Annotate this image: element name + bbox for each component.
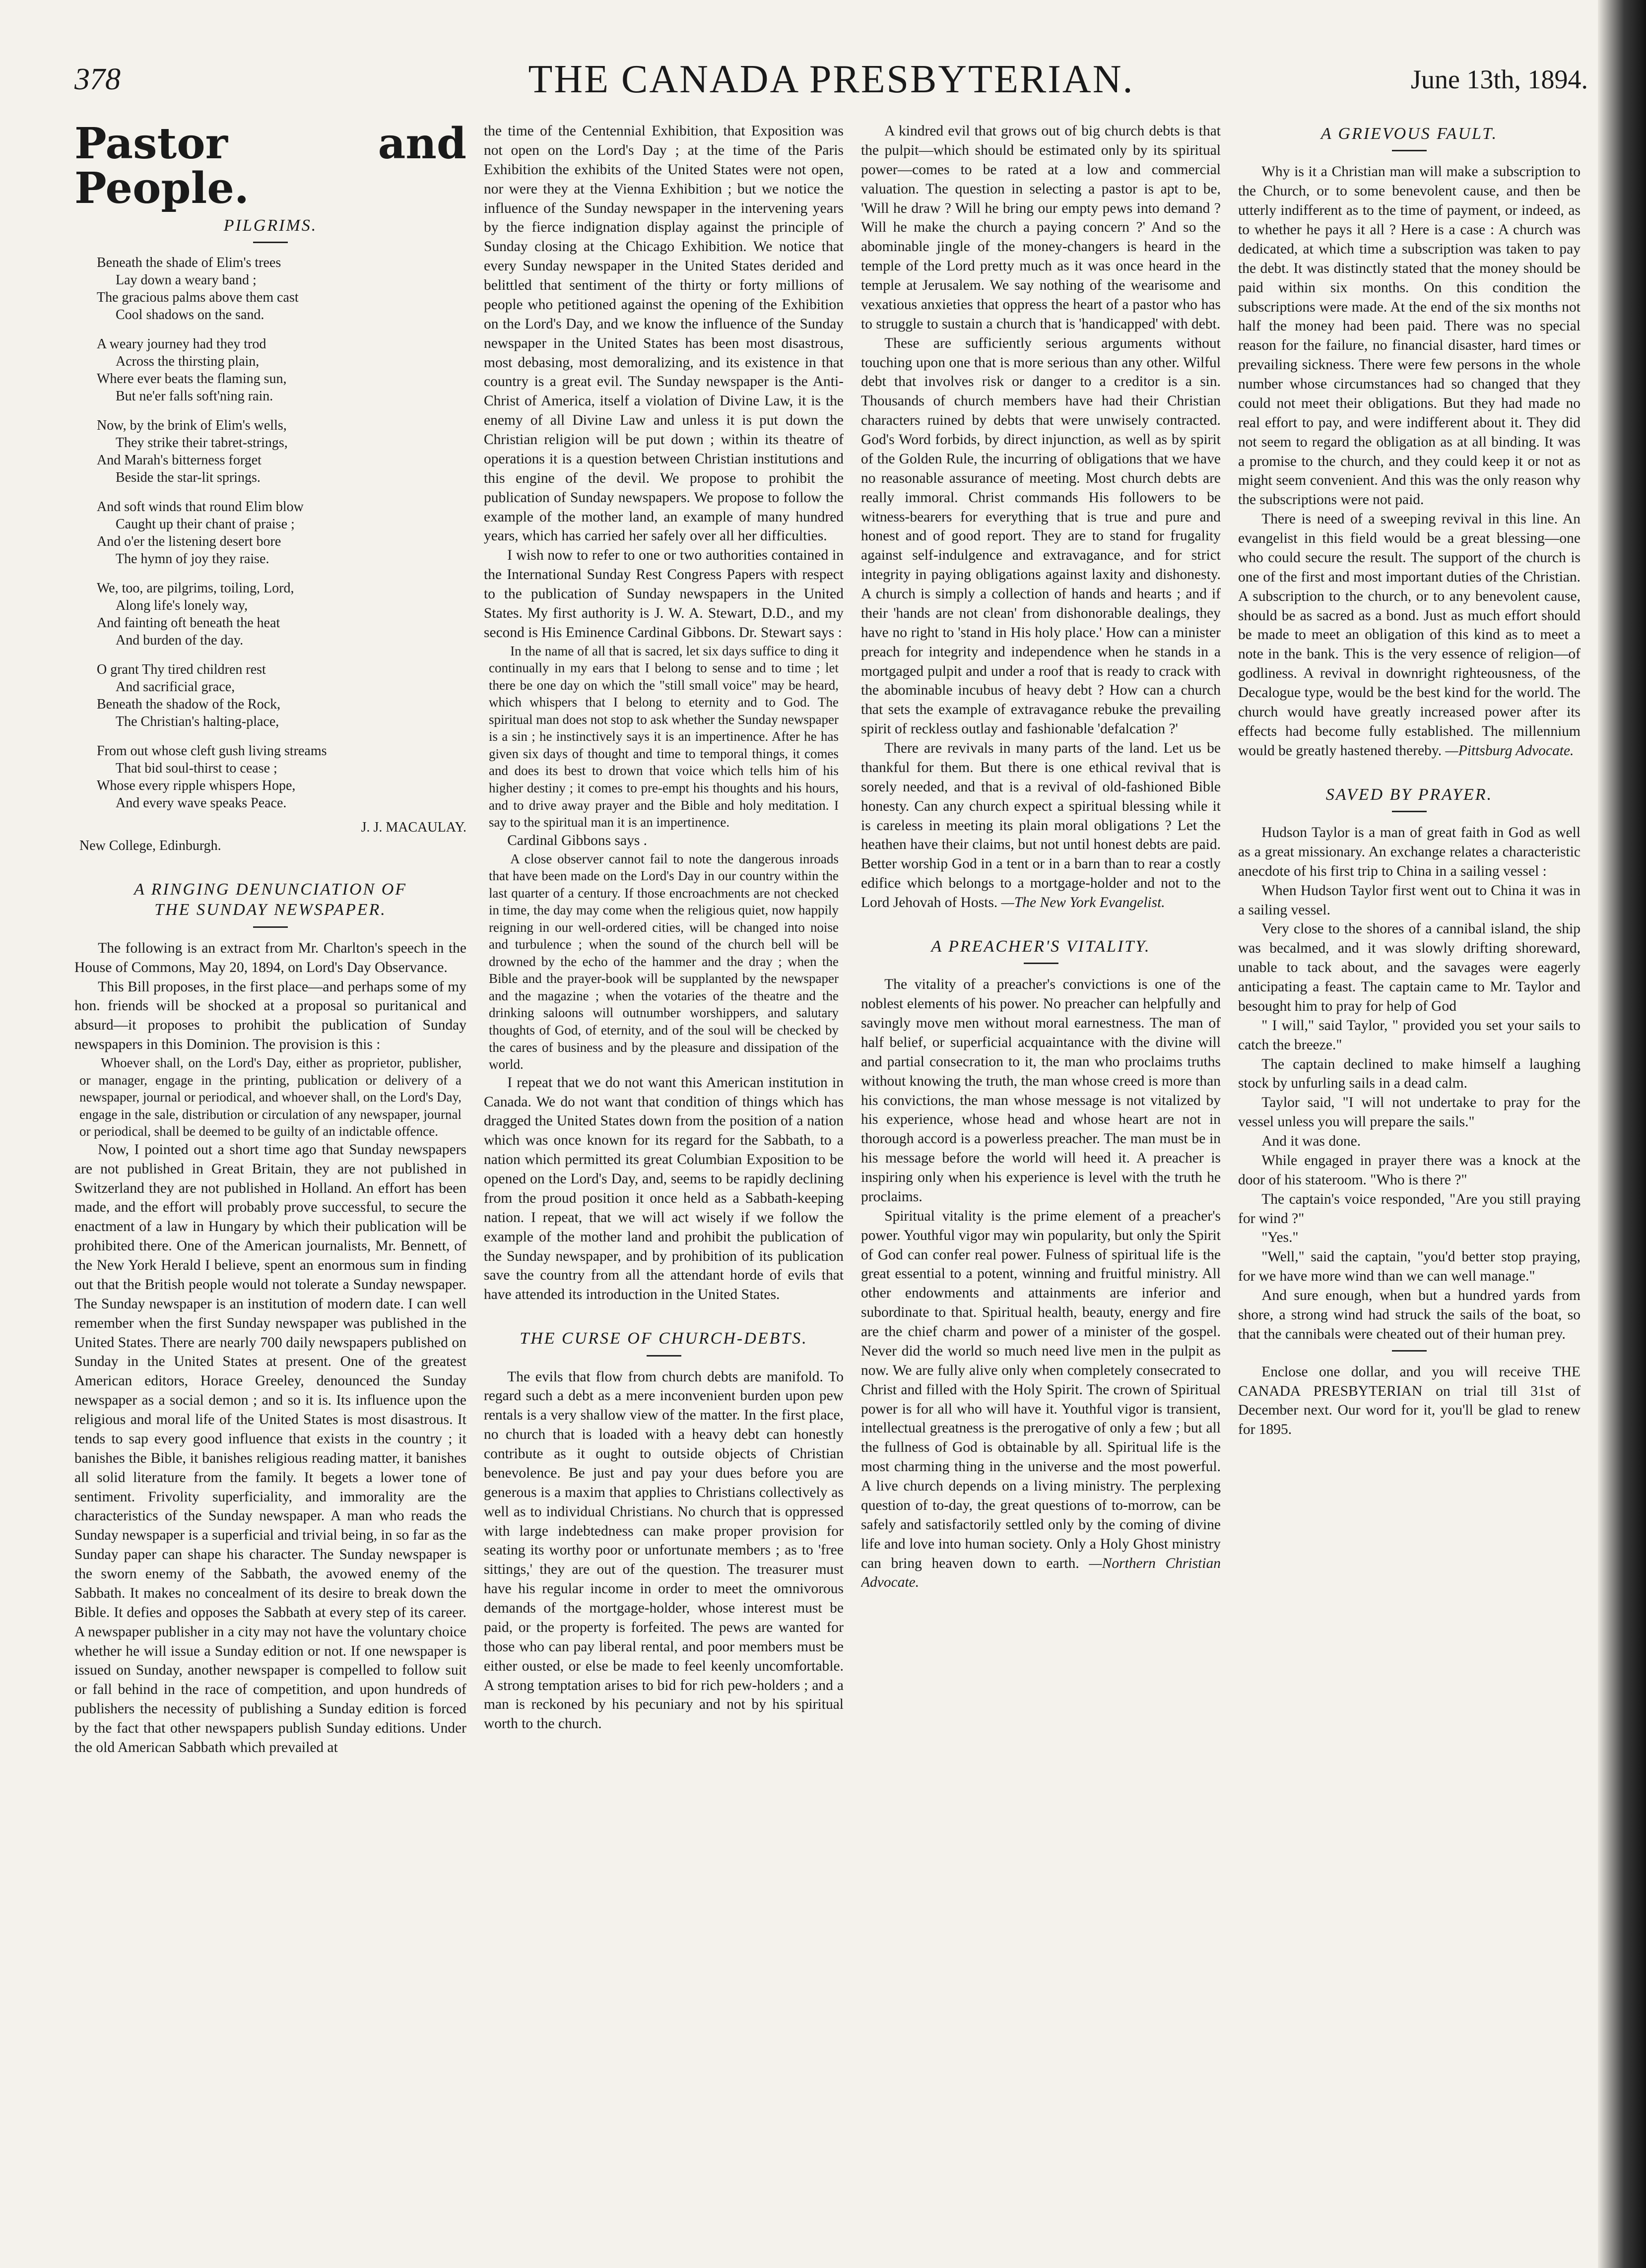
poem-stanza bbox=[97, 742, 466, 812]
article-paragraph: The evils that flow from church debts are manifold. To regard such a debt as a mere inconvenient burden upon pew rentals is a very shallow view of the matter. In the first place, no church that is loaded with a heavy debt can honestly contribute as it ought to outside objects of Christian benevolence. Be just and pay your dues before you are generous is a maxim that applies to Christians collectively as well as to individual Christians. No church that is oppressed with large indebtedness can make proper provision for seating its worthy poor or unfortunate members ; as to 'free sittings,' they are out of the question. The treasurer must have his regular income in order to meet the omnivorous demands of the mortgage-holder, whose interest must be paid, or the property is forfeited. The pews are wanted for those who can pay liberal rental, and poor members must be either ousted, or else be made to feel keenly uncomfortable. A strong temptation arises to bid for rich pew-holders ; and a man is reckoned by his pecuniary and not by his spiritual worth to the church. bbox=[484, 1368, 844, 1732]
article-paragraph: "Well," said the captain, "you'd better stop praying, for we have more wind than we can well manage." bbox=[1238, 1249, 1580, 1285]
poem-line: We, too, are pilgrims, toiling, Lord, bbox=[97, 581, 294, 596]
article-attribution: —Northern Christian Advocate. bbox=[861, 1555, 1221, 1591]
page-number: 378 bbox=[74, 63, 121, 96]
article-paragraph bbox=[861, 1207, 1221, 1593]
title-rule bbox=[1392, 150, 1427, 151]
poem-stanza bbox=[97, 661, 466, 730]
poem-line: Across the thirsting plain, bbox=[116, 354, 260, 370]
title-rule bbox=[253, 926, 288, 928]
poem-line: And fainting oft beneath the heat bbox=[97, 615, 280, 631]
article-paragraph: Very close to the shores of a cannibal island, the ship was becalmed, and it was slowly drifting shoreward, unable to tack about, and the savages were eagerly anticipating a feast. The captain came to Mr. Taylor and besought him to pray for help of God bbox=[1238, 921, 1580, 1014]
title-rule bbox=[1392, 811, 1427, 812]
article-title: A GRIEVOUS FAULT. bbox=[1320, 125, 1498, 143]
article-paragraph bbox=[1238, 510, 1580, 760]
article-title bbox=[74, 879, 466, 920]
poem-stanza bbox=[97, 417, 466, 486]
article-paragraph: Why is it a Christian man will make a subscription to the Church, or to some benevolent cause, and then be utterly indifferent as to the time of payment, or indeed, as to whether he pays it all ? Here is a case : A church was dedicated, at which time a subscription was taken to pay the debt. It was distinctly stated that the money should be paid within six months. On this condition the subscriptions were made. At the end of the six months not half the money had been paid. There was no special reason for the failure, no financial disaster, hard times or prevailing sickness. There were few persons in the whole number whose circumstances had so changed that they could not meet their obligations. But they had made no real effort to pay, and were indifferent about it. They did not seem to regard the obligation as at all binding. It was a promise to the church, and they could keep it or not as might seem convenient. And this was the only reason why the subscriptions were not paid. bbox=[1238, 164, 1580, 508]
poem-line: Along life's lonely way, bbox=[116, 598, 248, 614]
article-paragraph: I wish now to refer to one or two authorities contained in the International Sunday Rest Congress Papers with respect to the publication of Sunday newspapers in the United States. My first authority is J. W. A. Stewart, D.D., and my second is His Eminence Cardinal Gibbons. Dr. Stewart says : bbox=[484, 547, 844, 641]
poem-line: The Christian's halting-place, bbox=[116, 714, 279, 730]
article-paragraph: "Yes." bbox=[1261, 1230, 1299, 1246]
poem-title: PILGRIMS. bbox=[223, 216, 318, 235]
article-attribution: —The New York Evangelist. bbox=[1001, 895, 1165, 910]
column-2 bbox=[484, 122, 844, 2223]
article-paragraph: " I will," said Taylor, " provided you set your sails to catch the breeze." bbox=[1238, 1017, 1580, 1053]
article-paragraph: Cardinal Gibbons says . bbox=[507, 832, 648, 848]
poem-line: The hymn of joy they raise. bbox=[116, 551, 269, 567]
article-paragraph: When Hudson Taylor first went out to China it was in a sailing vessel. bbox=[1238, 882, 1580, 918]
poem-stanza bbox=[97, 254, 466, 324]
poem-line: They strike their tabret-strings, bbox=[116, 435, 288, 451]
article-paragraph: This Bill proposes, in the first place—and perhaps some of my hon. friends will be shocked at a proposal so puritanical and absurd—it proposes to prohibit the publication of Sunday newspapers in this Dominion. The provision is this : bbox=[74, 978, 466, 1053]
title-rule bbox=[253, 242, 288, 243]
section-title: Pastor and People. bbox=[74, 122, 466, 214]
paragraph-text: There are revivals in many parts of the land. Let us be thankful for them. But there is one ethical revival that is sorely needed, and that is a revival of old-fashioned Bible honesty. Can any church expect a spiritual blessing while it is careless in meeting its plain moral obligations ? Let the heathen have their claims, but not until honest debts are paid. Better worship God in a tent or in a barn than to rear a costly edifice which belongs to a mortgage-holder and not to the Lord Jehovah of Hosts. bbox=[861, 740, 1221, 910]
article-paragraph: The following is an extract from Mr. Charlton's speech in the House of Commons, May 20, 1894, on Lord's Day Observance. bbox=[74, 940, 466, 975]
paragraph-text: There is need of a sweeping revival in this line. An evangelist in this field would be a great blessing—one who could secure the result. The support of the church is one of the first and most important duties of the Christian. A subscription to the church, or to any benevolent cause, should be as sacred as a bond. Just as much effort should be made to meet an obligation of this kind as to meet a note in the bank. This is the very essence of religion—of godliness. A revival in downright righteousness, of the Decalogue type, would be the best kind for the world. The church would have greatly increased power after its effects had become fully established. The millennium would be greatly hastened thereby. bbox=[1238, 511, 1580, 759]
article-paragraph: Now, I pointed out a short time ago that Sunday newspapers are not published in Great Britain, they are not published in Switzerland they are not published in Holland. An effort has been made, and the effort will probably prove successful, to secure the enactment of a law in Hungary by which their publication will be prohibited there. One of the American journalists, Mr. Bennett, of the New York Herald I believe, spent an enormous sum in finding out that the British people would not tolerate a Sunday newspaper. The Sunday newspaper is an institution of modern date. I can well remember when the first Sunday newspaper was published in the United States. There are nearly 700 daily newspapers published on Sunday in the United States at present. One of the greatest American editors, Horace Greeley, denounced the Sunday newspaper as a social demon ; and so it is. Its influence upon the religious and moral life of the United States is most disastrous. It tends to sap every good influence that exists in the country ; it banishes the Bible, it banishes religious reading matter, it banishes all solid literature from the family. It begets a lower tone of sentiment. Frivolity superficiality, and immorality are the characteristics of the Sunday newspaper. A man who reads the Sunday newspaper is a superficial and trivial being, in so far as the Sunday paper can shape his character. The Sunday newspaper is the sworn enemy of the Sabbath, the avowed enemy of the Sabbath. It makes no concealment of its desire to break down the Bible. It defies and opposes the Sabbath at every step of its career. A newspaper publisher in a city may not have the voluntary choice whether he will issue a Sunday edition or not. If one newspaper is issued on Sunday, another newspaper is compelled to follow suit or fall behind in the race of competition, and upon hundreds of publishers the necessity of publishing a Sunday edition is forced by the fact that other newspapers publish Sunday editions. Under the old American Sabbath which prevailed at bbox=[74, 1141, 466, 1755]
article-paragraph: These are sufficiently serious arguments without touching upon one that is more serious than any other. Wilful debt that involves risk or danger to a creditor is a sin. Thousands of church members have had their Christian characters ruined by debts that were unwisely contracted. God's Word forbids, by direct injunction, as well as by spirit of the Golden Rule, the incurring of obligations that we have no reasonable assurance of meeting. Most church debts are really immoral. Christ commands His followers to be witness-bearers for everything that is true and pure and honest and of good report. They are to stand for frugality against self-indulgence and extravagance, and for strict integrity in paying obligations against laxity and dishonesty. A church is simply a collection of hands and hearts ; and if their 'hands are not clean' from dishonorable dealings, they have no right to 'stand in His holy place.' How can a minister preach for integrity and independence when he stands in a mortgaged pulpit and under a roof that is ready to crack with the abominable incubus of heavy debt ? How can a church that sets the example of extravagance rebuke the prevailing spirit of reckless outlay and fashionable 'defalcation ?' bbox=[861, 335, 1221, 737]
article-title: A PREACHER'S VITALITY. bbox=[931, 937, 1151, 956]
poem-line: Caught up their chant of praise ; bbox=[116, 517, 295, 532]
article-attribution: —Pittsburg Advocate. bbox=[1445, 742, 1574, 759]
poem-line: A weary journey had they trod bbox=[97, 336, 266, 352]
poem-line: Beneath the shadow of the Rock, bbox=[97, 697, 281, 713]
poem-line: That bid soul-thirst to cease ; bbox=[116, 761, 277, 777]
article-title: SAVED BY PRAYER. bbox=[1325, 785, 1493, 804]
title-rule bbox=[647, 1355, 681, 1357]
title-rule bbox=[1024, 963, 1058, 964]
poem-line: Now, by the brink of Elim's wells, bbox=[97, 418, 287, 434]
poem-line: Whose every ripple whispers Hope, bbox=[97, 778, 296, 794]
poem-line: Beneath the shade of Elim's trees bbox=[97, 255, 281, 271]
poem-stanza bbox=[97, 335, 466, 405]
quoted-provision: Whoever shall, on the Lord's Day, either as proprietor, publisher, or manager, engage in the printing, publication or delivery of a newspaper, journal or periodical, and whoever shall, on the Lord's Day, engage in the sale, distribution or circulation of any newspaper, journal or periodical, shall be deemed to be guilty of an indictable offence. bbox=[79, 1055, 461, 1139]
column-4 bbox=[1238, 122, 1580, 2223]
column-3 bbox=[861, 122, 1221, 2223]
poem-stanza bbox=[97, 498, 466, 568]
article-paragraph bbox=[861, 739, 1221, 912]
quoted-passage: A close observer cannot fail to note the dangerous inroads that have been made on the Lord's Day in our country within the last quarter of a century. If those encroachments are not checked in time, the day may come when the religious quiet, now happily reigning in our well-ordered cities, will be changed into noise and turbulence ; when the sound of the church bell will be drowned by the echo of the hammer and the dray ; when the Bible and the prayer-book will be supplanted by the newspaper and the magazine ; when the votaries of the theatre and the drinking saloons will outnumber worshippers, and salutary thoughts of God, of eternity, and of the soul will be checked by the cares of business and by the pleasure and dissipation of the world. bbox=[489, 851, 839, 1072]
poem-line: Cool shadows on the sand. bbox=[116, 307, 264, 323]
article-paragraph: While engaged in prayer there was a knock at the door of his stateroom. "Who is there ?" bbox=[1238, 1152, 1580, 1188]
poem-line: And burden of the day. bbox=[116, 633, 244, 648]
newspaper-title: THE CANADA PRESBYTERIAN. bbox=[528, 58, 1134, 101]
column-1 bbox=[74, 122, 466, 2223]
subscription-notice: Enclose one dollar, and you will receive THE CANADA PRESBYTERIAN on trial till 31st of December next. Our word for it, you'll be glad to renew for 1895. bbox=[1238, 1363, 1580, 1438]
poem-line: Lay down a weary band ; bbox=[116, 272, 257, 288]
poem-line: But ne'er falls soft'ning rain. bbox=[116, 389, 273, 404]
poem-line: And soft winds that round Elim blow bbox=[97, 499, 304, 515]
article-paragraph: The vitality of a preacher's convictions is one of the noblest elements of his power. No preacher can helpfully and savingly move men without moral earnestness. The man of half belief, or superficial acquaintance with the divine will and partial consecration to it, the man who proclaims truths without knowing the truth, the man whose creed is more than his convictions, the man whose message is not vitalized by his experience, whose head and whose heart are not in thorough accord is a powerless preacher. The man must be in his message before the world will heed it. A preacher is inspiring only when his experience is level with the truth he proclaims. bbox=[861, 976, 1221, 1205]
poem-line: From out whose cleft gush living streams bbox=[97, 743, 327, 759]
poem-line: The gracious palms above them cast bbox=[97, 290, 299, 306]
article-paragraph: The captain's voice responded, "Are you still praying for wind ?" bbox=[1238, 1191, 1580, 1227]
poem-line: And every wave speaks Peace. bbox=[116, 795, 287, 811]
page-header bbox=[74, 57, 1588, 112]
poem-line: Where ever beats the flaming sun, bbox=[97, 371, 287, 387]
article-paragraph: And sure enough, when but a hundred yards from shore, a strong wind had struck the sails of the boat, so that the cannibals were cheated out of their human prey. bbox=[1238, 1288, 1580, 1342]
article-title-line-2: THE SUNDAY NEWSPAPER. bbox=[154, 901, 387, 919]
article-paragraph: Hudson Taylor is a man of great faith in God as well as a great missionary. An exchange relates a characteristic anecdote of his first trip to China in a sailing vessel : bbox=[1238, 825, 1580, 879]
poem-line: And o'er the listening desert bore bbox=[97, 534, 281, 550]
poem-place: New College, Edinburgh. bbox=[79, 838, 221, 853]
article-paragraph: A kindred evil that grows out of big church debts is that the pulpit—which should be estimated only by its spiritual power—comes to be rated at a low and commercial valuation. The question in selecting a pastor is apt to be, 'Will he draw ? Will he bring our empty pews into demand ? Will he make the church a paying concern ?' And so the abominable jingle of the money-changers is heard in the temple of the Lord pretty much as it was once heard in the temple at Jerusalem. We say nothing of the wearisome and vexatious anxieties that oppress the heart of a pastor who has to struggle to sustain a church that is 'handicapped' with debt. bbox=[861, 123, 1221, 332]
poem-pilgrims bbox=[74, 254, 466, 812]
quoted-passage: In the name of all that is sacred, let six days suffice to ding it continually in my ears that I belong to sense and to time ; let there be one day on which the "still small voice" may be heard, which whispers that I belong to eternity and to God. The spiritual man does not stop to ask whether the Sunday newspaper is a sin ; he instinctively says it is an impertinence. After he has given six days of thought and time to temporal things, it comes and does its best to drown that voice which tells him of his higher destiny ; it comes to pre-empt his thoughts and his hours, and to drive away prayer and the Bible and holy meditation. I say to the spiritual man it is an impertinence. bbox=[489, 643, 839, 830]
article-title: THE CURSE OF CHURCH-DEBTS. bbox=[520, 1329, 808, 1348]
poem-line: Beside the star-lit springs. bbox=[116, 470, 261, 486]
article-paragraph: the time of the Centennial Exhibition, that Exposition was not open on the Lord's Day ; at the time of the Paris Exhibition the exhibits of the United States were not open, nor were they at the Vienna Exhibition ; but we notice the influence of the Sunday newspaper in the intervening years by the fierce indignation display against the principle of Sunday closing at the Chicago Exhibition. We notice that every Sunday newspaper in the United States derided and belittled that sentiment of the thirty or forty millions of people who petitioned against the opening of the Exhibition on the Lord's Day, and we know the influence of the Sunday newspaper in the United States has been most disastrous, most debasing, most demoralizing, and its existence in that country is a great evil. The Sunday newspaper is the Anti-Christ of America, itself a violation of Divine Law, it is the enemy of all Divine Law and unless it is put down the Christian religion will be put down ; within its theatre of operations it is a question between Christian institutions and this engine of the devil. We propose to prohibit the publication of Sunday newspapers. We propose to follow the example of the mother land, an example of many hundred years, which has carried her safely over all her difficulties. bbox=[484, 123, 844, 544]
article-paragraph: I repeat that we do not want this American institution in Canada. We do not want that condition of things which has dragged the United States down from the position of a nation which was once known for its regard for the Sabbath, to a nation which permitted its great Columbian Exposition to be opened on the Lord's Day, and, seems to be rapidly declining from the proud position it once held as a Sabbath-keeping nation. I repeat, that we will act wisely if we follow the example of the mother land and prohibit the publication of the Sunday newspaper, and by prohibition of its publication save the country from all the attendant horde of evils that have attended its introduction in the United States. bbox=[484, 1074, 844, 1303]
article-paragraph: The captain declined to make himself a laughing stock by unfurling sails in a dead calm. bbox=[1238, 1056, 1580, 1092]
poem-line: And sacrificial grace, bbox=[116, 679, 235, 695]
section-rule bbox=[1392, 1350, 1427, 1352]
paragraph-text: Spiritual vitality is the prime element of a preacher's power. Youthful vigor may win popularity, but only the Spirit of God can confer real power. Fulness of spiritual life is the great essential to a potent, winning and fruitful ministry. All other endowments and attainments are inferior and subordinate to that. Spiritual health, beauty, energy and fire are the chief charm and power of a minister of the gospel. Never did the world so much need live men in the pulpit as now. We are fully alive only when completely consecrated to Christ and filled with the Holy Spirit. The crown of Spiritual power is for all who will have it. Youthful vigor is transient, intellectual greatness is the prerogative of only a few ; but all the fullness of God is obtainable by all. Spiritual life is the most charming thing in the universe and the most powerful. A live church depends on a living ministry. The perplexing question of to-day, the great questions of to-morrow, can be safely and satisfactorily settled only by the coming of divine life and love into human society. Only a Holy Ghost ministry can bring heaven down to earth. bbox=[861, 1208, 1221, 1571]
poem-stanza bbox=[97, 580, 466, 649]
scan-binding-shadow bbox=[1598, 0, 1646, 2268]
issue-date: June 13th, 1894. bbox=[1411, 65, 1588, 94]
article-paragraph: And it was done. bbox=[1261, 1133, 1361, 1150]
poem-line: O grant Thy tired children rest bbox=[97, 662, 266, 678]
poem-author: J. J. MACAULAY. bbox=[361, 820, 466, 836]
article-paragraph: Taylor said, "I will not undertake to pray for the vessel unless you will prepare the sails." bbox=[1238, 1095, 1580, 1130]
poem-line: And Marah's bitterness forget bbox=[97, 453, 262, 468]
article-title-line-1: A RINGING DENUNCIATION OF bbox=[133, 880, 407, 899]
